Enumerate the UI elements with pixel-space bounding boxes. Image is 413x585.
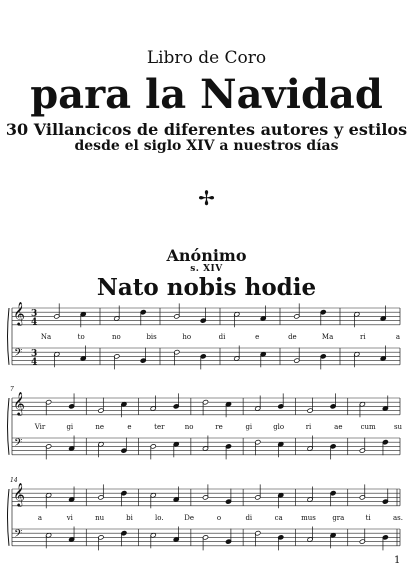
treble-clef-icon: 𝄞 [13,482,25,506]
lyric-syllable: de [288,332,297,341]
time-signature-denominator: 4 [31,357,38,368]
lyric-syllable: lo. [155,513,164,522]
treble-clef-icon: 𝄞 [13,391,25,415]
piece-title: Nato nobis hodie [96,274,317,301]
lyric-syllable: no [184,422,194,431]
treble-clef-icon: 𝄞 [13,301,25,325]
lyric-syllable: ti [365,513,371,522]
lyric-syllable: Vir [34,422,46,431]
measure-number: 7 [10,386,14,393]
lyric-syllable: ter [154,422,165,431]
book-title: para la Navidad [30,71,383,118]
time-signature-numerator: 3 [31,349,38,359]
lyric-syllable: cum [360,422,376,431]
piece-composer: Anónimo [166,246,247,265]
lyric-syllable: gra [332,513,345,522]
lyric-syllable: vi [66,513,73,522]
lyric-syllable: ri [360,332,366,341]
bass-clef-icon: 𝄢 [14,528,23,543]
lyric-syllable: ca [274,513,283,522]
lyric-syllable: glo [273,422,285,431]
lyric-syllable: bis [146,332,157,341]
lyric-syllable: a [37,513,43,522]
lyric-syllable: a [395,332,401,341]
lyric-syllable: as. [393,513,403,522]
lyric-syllable: ho [182,332,192,341]
book-pretitle: Libro de Coro [146,48,267,68]
lyric-syllable: re [215,422,223,431]
lyric-syllable: ri [305,422,312,431]
lyric-syllable: Ma [321,332,334,341]
lyric-syllable: o [216,513,222,522]
lyric-syllable: e [127,422,132,431]
lyric-syllable: su [393,422,403,431]
lyric-syllable: di [218,332,226,341]
lyric-syllable: gi [66,422,74,431]
lyric-syllable: no [112,332,121,341]
lyric-syllable: bi [126,513,133,522]
lyric-syllable: di [245,513,253,522]
system-brace [8,308,10,365]
time-signature-denominator: 4 [31,317,38,328]
lyric-syllable: to [77,332,85,341]
system-brace [8,398,10,455]
lyric-syllable: nu [95,513,105,522]
ornament-icon: ✢ [198,186,215,210]
measure-number: 14 [10,477,18,484]
bass-clef-icon: 𝄢 [14,347,23,362]
lyric-syllable: mus [301,513,316,522]
page-number: 1 [394,555,401,566]
book-subtitle-period: desde el siglo XIV a nuestros días [74,138,339,154]
lyric-syllable: ne [95,422,104,431]
lyric-syllable: Na [40,332,52,341]
lyric-syllable: De [184,513,195,522]
lyric-syllable: ae [334,422,343,431]
piece-century: s. XIV [190,264,223,274]
lyric-syllable: e [255,332,260,341]
time-signature-numerator: 3 [31,309,38,319]
lyric-syllable: gi [245,422,253,431]
bass-clef-icon: 𝄢 [14,437,23,452]
system-brace [8,489,10,546]
book-subtitle: 30 Villancicos de diferentes autores y estilos [5,120,408,139]
